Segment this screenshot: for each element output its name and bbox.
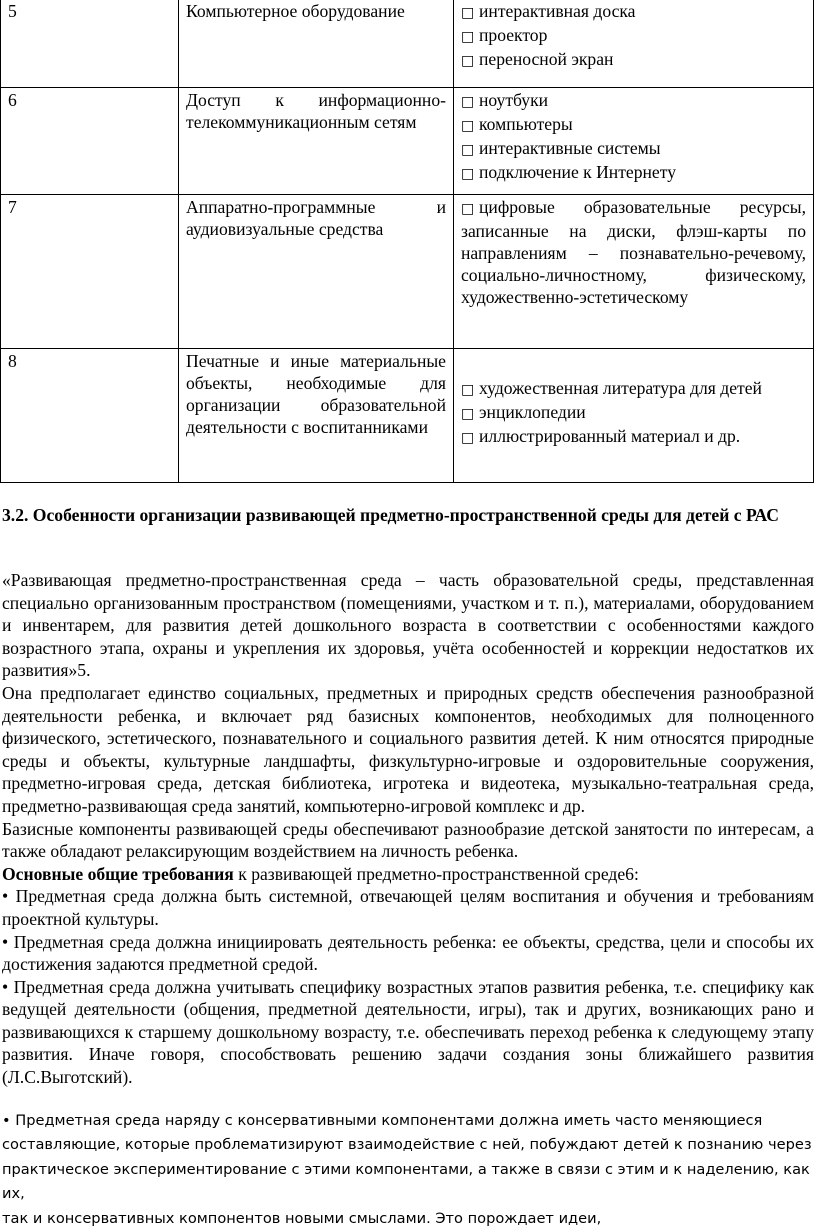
list-item: □ переносной экран [461,48,806,72]
equipment-table [0,0,814,483]
row-number: 6 [1,88,179,195]
list-item: □ цифровые образовательные ресурсы, записанные на диски, флэш-карты по направлениям – познавательно-речевому, социально-личностному, физическому, художественно-эстетическому [461,197,806,307]
row-number: 8 [1,349,179,483]
table-row [1,195,814,349]
text-line: • Предметная среда наряду с консервативными компонентами должна иметь часто меняющиеся [2,1112,763,1129]
requirements-bold: Основные общие требования [2,863,234,884]
row-number: 7 [1,195,179,349]
checkbox-bullet-icon: □ [461,94,475,110]
list-item: □ энциклопедии [461,401,806,425]
row-category: Печатные и иные материальные объекты, необходимые для организации образовательной деятельности с воспитанниками [179,349,454,483]
checkbox-bullet-icon: □ [461,118,475,134]
checkbox-bullet-icon: □ [461,201,475,217]
checkbox-bullet-icon: □ [461,166,475,182]
list-item: □ художественная литература для детей [461,377,806,401]
list-item: □ ноутбуки [461,89,806,113]
requirements-intro: Основные общие требования к развивающей предметно-пространственной среде6: [2,863,639,884]
paragraph: Базисные компоненты развивающей среды обеспечивают разнообразие детской занятости по интересам, а также обладают релаксирующим воздействием на личность ребенка. [2,818,814,862]
table-row [1,349,814,483]
row-items [454,195,814,349]
checkbox-bullet-icon: □ [461,382,475,398]
list-item: □ компьютеры [461,113,806,137]
checkbox-bullet-icon: □ [461,53,475,69]
row-number: 5 [1,0,179,88]
checkbox-bullet-icon: □ [461,406,475,422]
checkbox-bullet-icon: □ [461,430,475,446]
text-line: практическое экспериментирование с этими компонентами, а также в связи с этим и к наделению, как их, [2,1160,810,1203]
checkbox-bullet-icon: □ [461,142,475,158]
text-line: составляющие, которые проблематизируют взаимодействие с ней, побуждают детей к познанию через [2,1136,812,1154]
requirement-bullet: • Предметная среда должна быть системной, отвечающей целям воспитания и обучения и требованиям проектной культуры. [2,886,814,929]
sans-paragraph [2,1109,814,1231]
row-category: Доступ к информационно-телекоммуникационным сетям [179,88,454,195]
paragraph: «Развивающая предметно-пространственная среда – часть образовательной среды, представленная специально организованным пространством (помещениями, участком и т. п.), материалами, оборудованием и инвентарем, для развития детей дошкольного возраста в соответствии с особенностями каждого возрастного этапа, охраны и укрепления их здоровья, учёта особенностей и коррекции недостатков их развития»5. [2,570,814,681]
row-category: Аппаратно-программные и аудиовизуальные средства [179,195,454,349]
list-item: □ интерактивная доска [461,0,806,24]
requirement-bullet: • Предметная среда должна инициировать деятельность ребенка: ее объекты, средства, цели и способы их достижения задаются предметной средой. [2,931,814,975]
table-row [1,88,814,195]
checkbox-bullet-icon: □ [461,29,475,45]
row-items [454,0,814,88]
section-body [2,569,814,1089]
requirement-bullet: • Предметная среда должна учитывать специфику возрастных этапов развития ребенка, т.е. специфику как ведущей деятельности (общения, предметной деятельности, игры), так и других, возникающих рано и развивающихся к старшему дошкольному возрасту, т.е. обеспечивать переход ребенка к следующему этапу развития. Иначе говоря, способствовать решению задачи создания зоны ближайшего развития (Л.С.Выготский). [2,976,814,1088]
list-item: □ интерактивные системы [461,137,806,161]
paragraph: Она предполагает единство социальных, предметных и природных средств обеспечения разнообразной деятельности ребенка, и включает ряд базисных компонентов, необходимых для полноценного физического, эстетического, познавательного и социального развития детей. К ним относятся природные среды и объекты, культурные ландшафты, физкультурно-игровые и оздоровительные сооружения, предметно-игровая среда, детская библиотека, игротека и видеотека, музыкально-театральная среда, предметно-развивающая среда занятий, компьютерно-игровой комплекс и др. [2,682,814,816]
row-items [454,349,814,483]
checkbox-bullet-icon: □ [461,5,475,21]
row-items [454,88,814,195]
row-category: Компьютерное оборудование [179,0,454,88]
list-item: □ проектор [461,24,806,48]
table-row [1,0,814,88]
section-heading: 3.2. Особенности организации развивающей предметно-пространственной среды для детей с РАС [2,505,779,525]
text-line: так и консервативных компонентов новыми смыслами. Это порождает идеи, [2,1209,602,1227]
list-item: □ иллюстрированный материал и др. [461,425,806,449]
list-item: □ подключение к Интернету [461,161,806,185]
